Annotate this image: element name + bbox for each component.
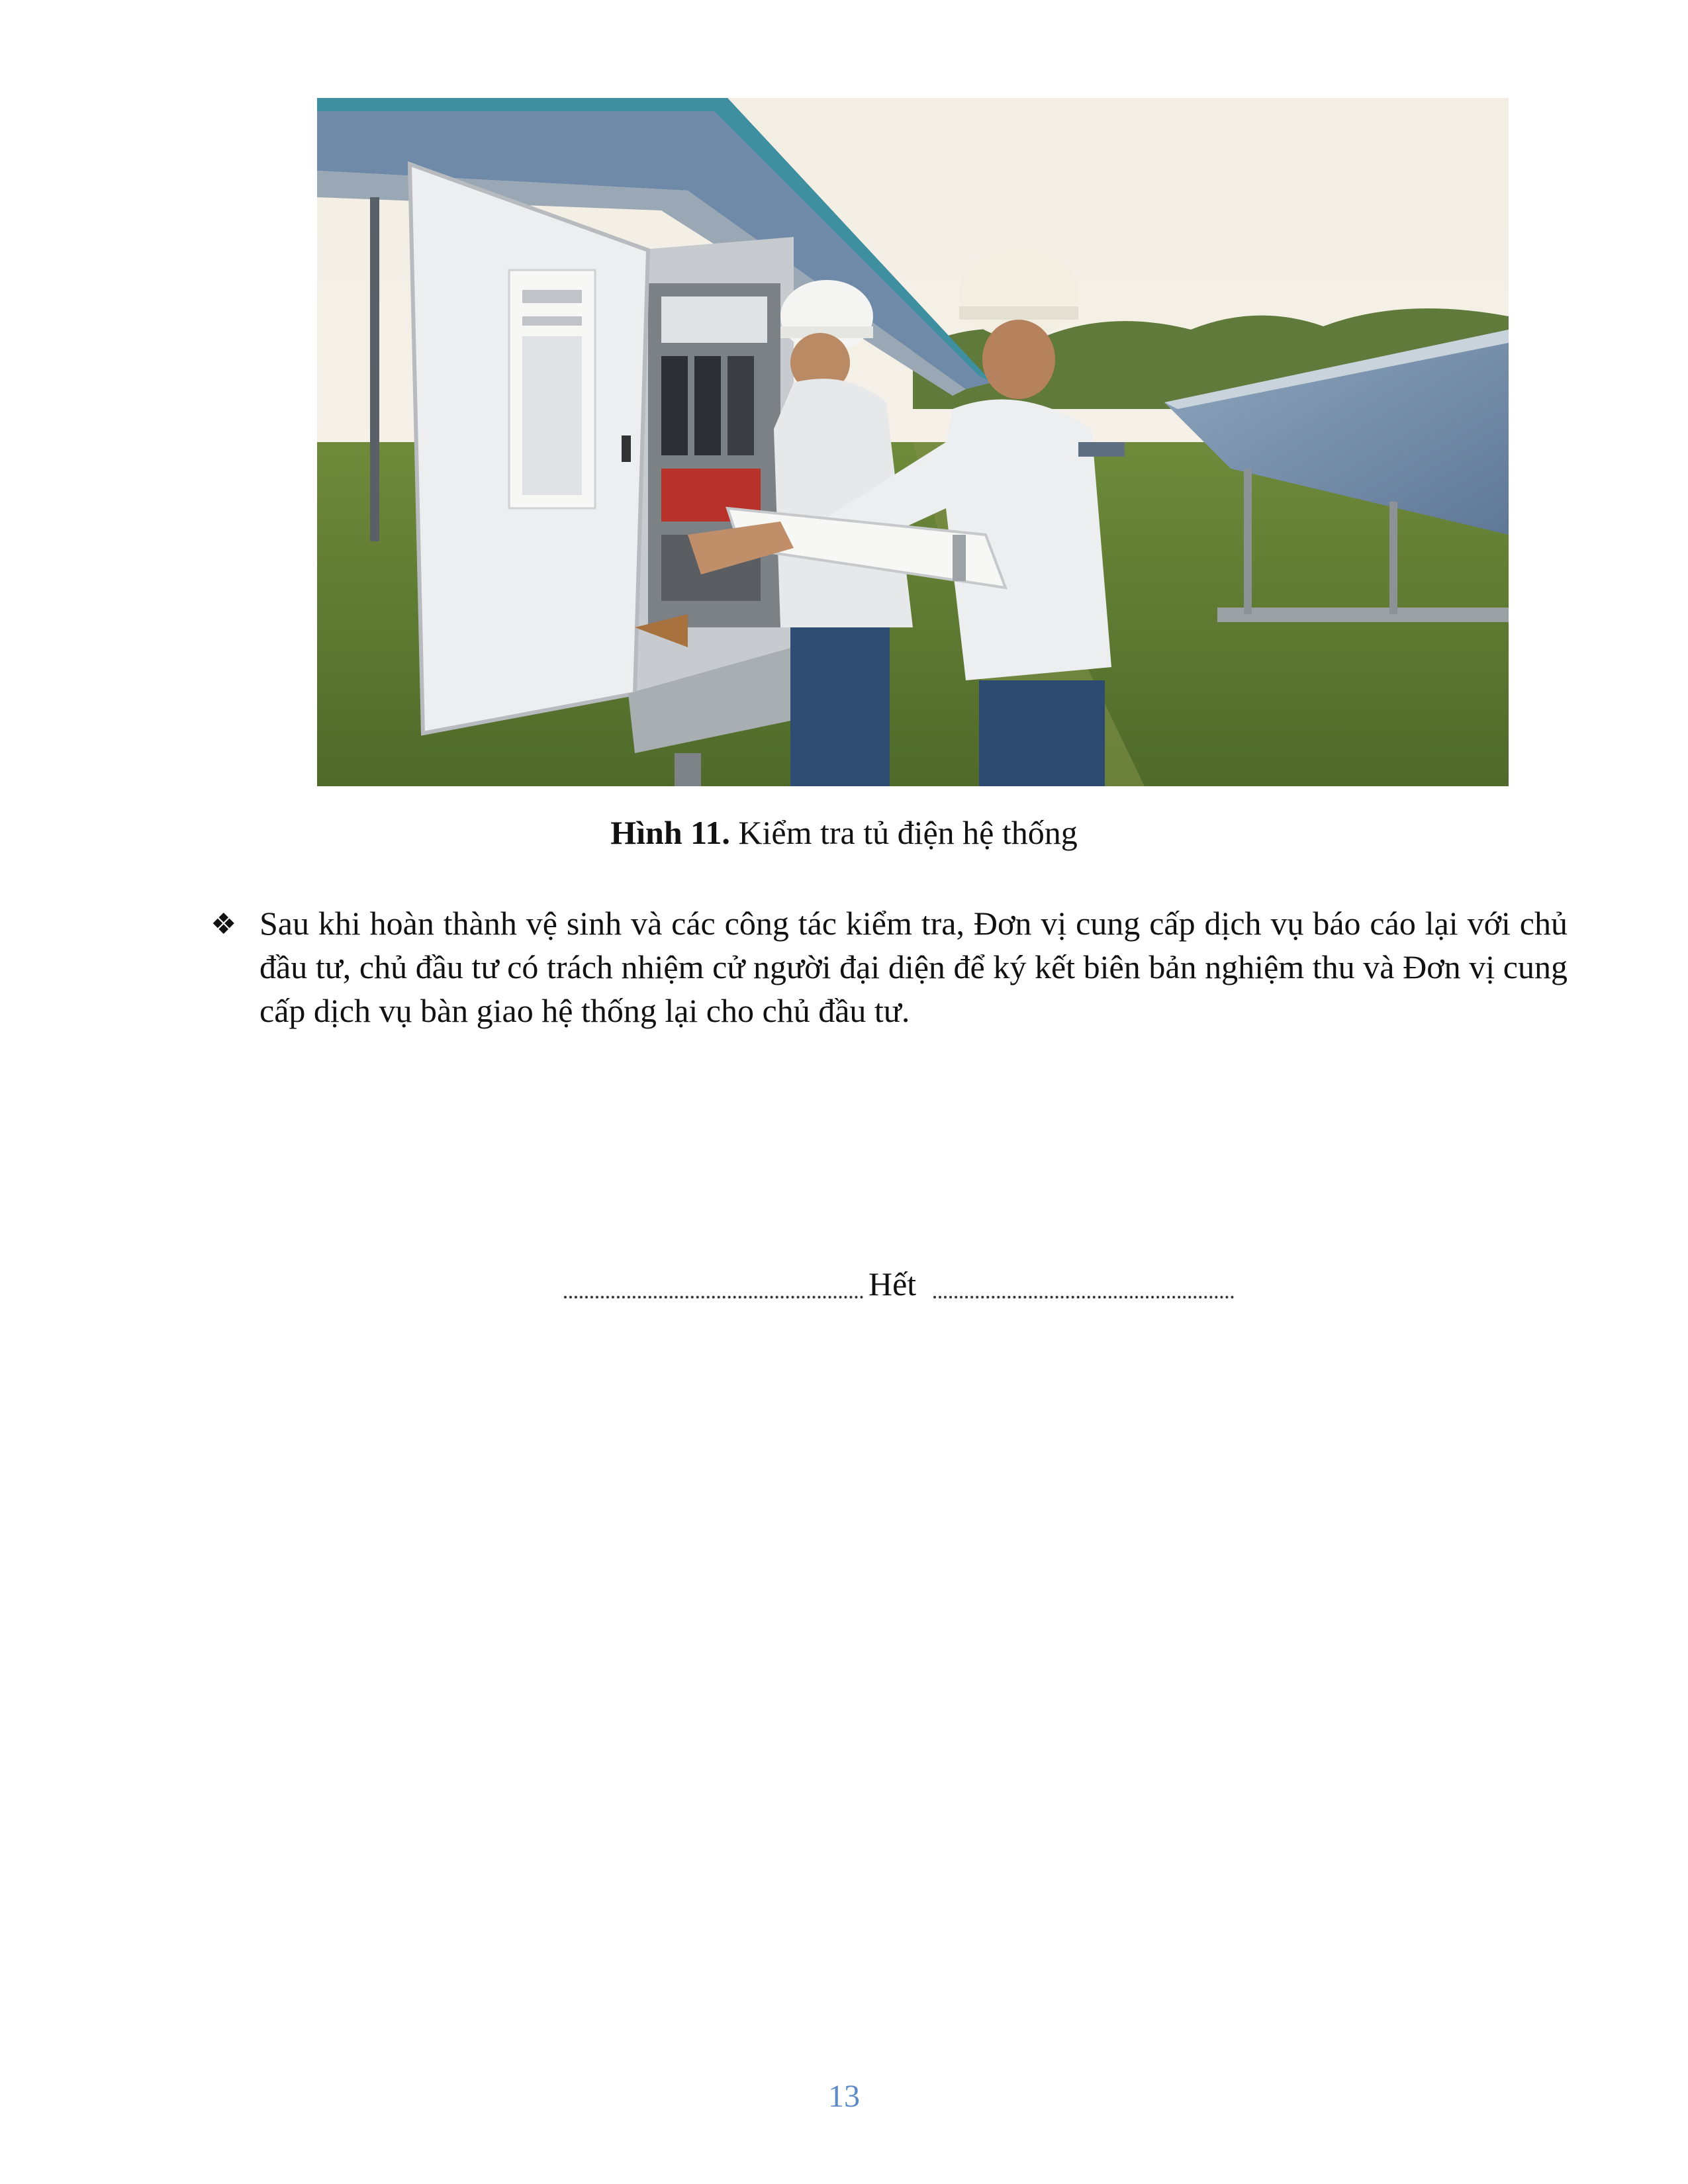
figure-photo [317, 98, 1509, 786]
bullet-paragraph: Sau khi hoàn thành vệ sinh và các công tác kiểm tra, Đơn vị cung cấp dịch vụ báo cáo lại với chủ đầu tư, chủ đầu tư có trách nhiệm cử người đại diện để ký kết biên bản nghiệm thu và Đơn vị cung cấp dịch vụ bàn giao hệ thống lại cho chủ đầu tư. [259, 905, 1568, 1029]
end-dots-left [564, 1296, 863, 1298]
end-word: Hết [868, 1265, 917, 1302]
caption-text: Kiểm tra tủ điện hệ thống [738, 814, 1078, 851]
end-dots-right [933, 1296, 1234, 1298]
figure-caption [0, 813, 1688, 852]
bullet-diamond-icon: ❖ [211, 907, 237, 941]
caption-label: Hình 11. [610, 814, 730, 851]
page-number: 13 [828, 2079, 860, 2114]
end-marker [564, 1264, 1234, 1310]
